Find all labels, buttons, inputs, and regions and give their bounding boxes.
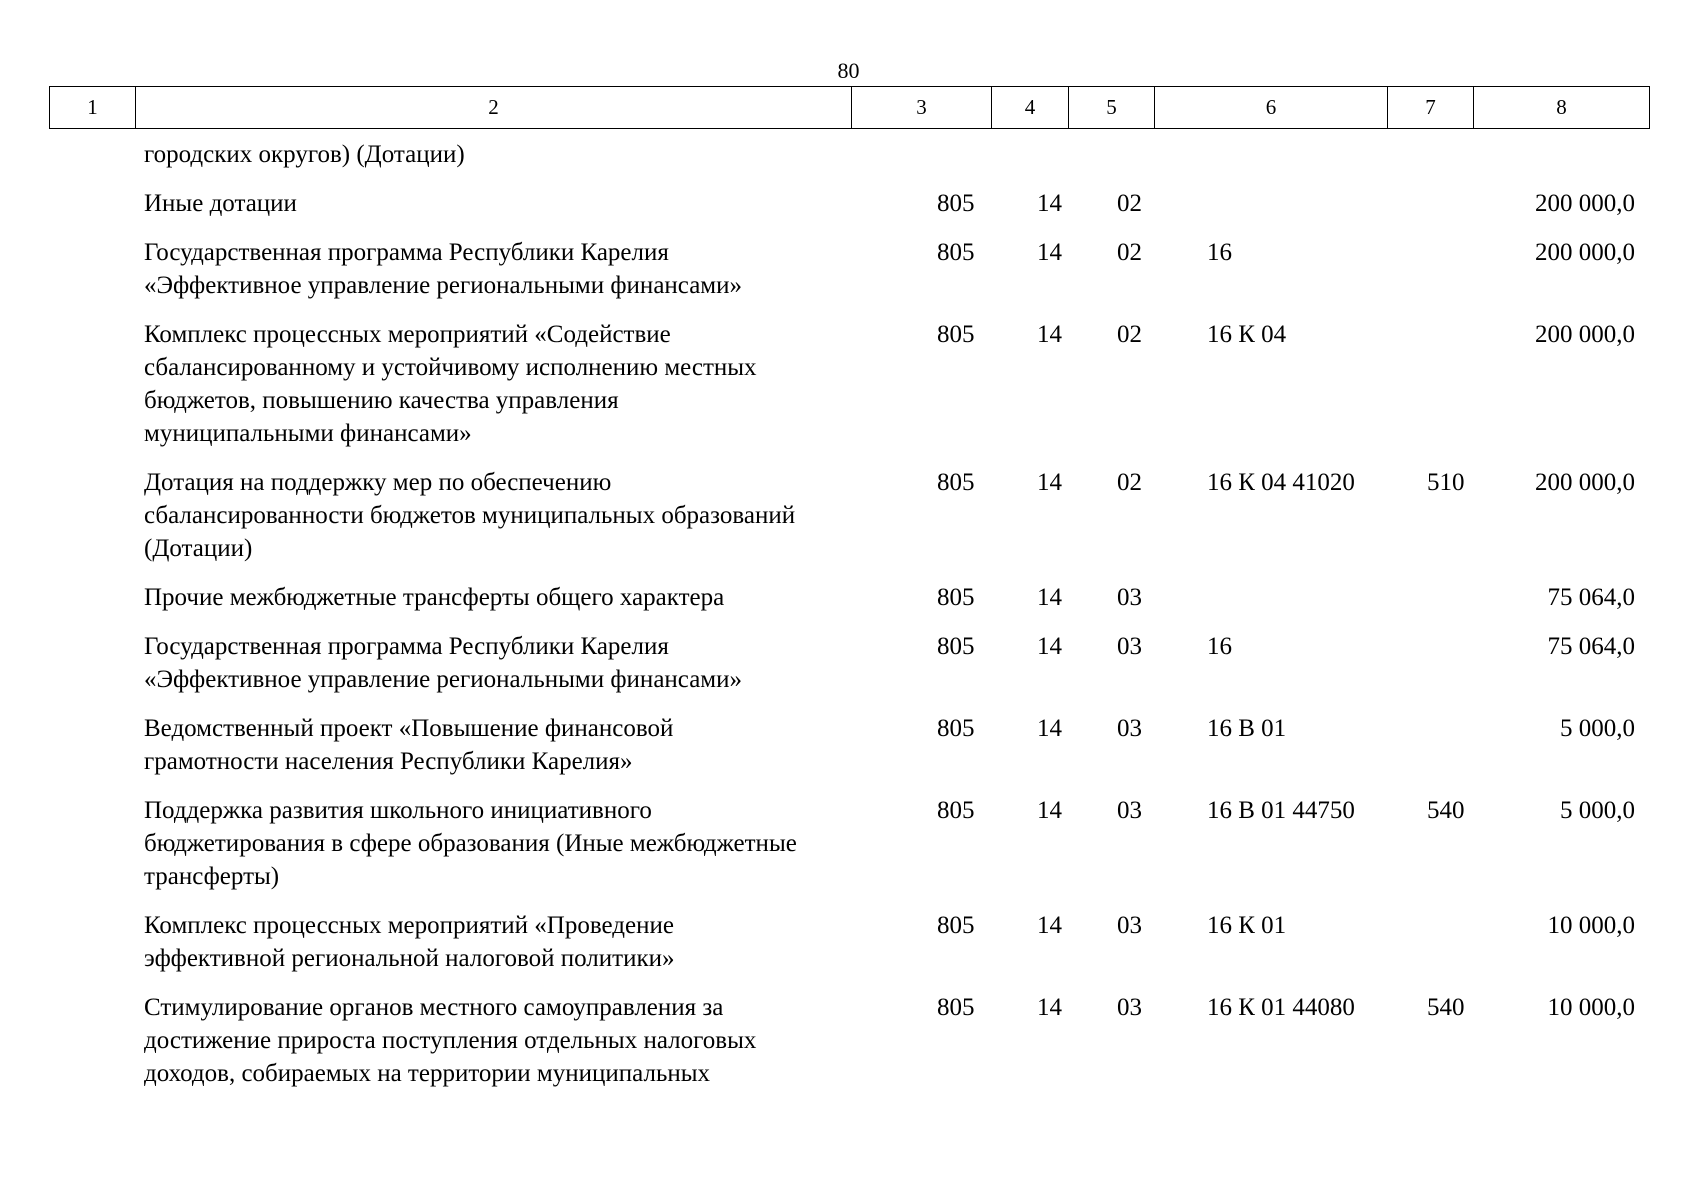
row-name: Ведомственный проект «Повышение финансовой грамотности населения Республики Карелия»	[144, 715, 674, 775]
row-code-3: 805	[937, 633, 975, 660]
row-code-6	[1157, 138, 1427, 171]
row-code-6: 16 В 01 44750	[1207, 797, 1355, 824]
table-row	[49, 187, 1643, 220]
table-row	[49, 794, 1643, 893]
row-name: Государственная программа Республики Карелия «Эффективное управление региональными финансами»	[144, 239, 742, 299]
table-row	[49, 909, 1643, 975]
row-code-7	[1427, 712, 1497, 778]
header-col-4: 4	[992, 87, 1069, 129]
table-row	[49, 712, 1643, 778]
row-amount	[1497, 138, 1643, 171]
row-code-4: 14	[1037, 715, 1062, 742]
row-code-3: 805	[937, 321, 975, 348]
row-code-7	[1427, 236, 1497, 302]
row-code-6: 16	[1207, 239, 1232, 266]
row-code-3: 805	[937, 469, 975, 496]
row-amount: 10 000,0	[1547, 994, 1635, 1021]
row-code-6	[1157, 187, 1427, 220]
row-code-6: 16 К 04	[1207, 321, 1287, 348]
row-name: Поддержка развития школьного инициативного бюджетирования в сфере образования (Иные межбюджетные трансферты)	[144, 797, 797, 890]
row-code-7: 510	[1427, 469, 1465, 496]
row-code-7: 540	[1427, 994, 1465, 1021]
page-number: 80	[837, 58, 860, 83]
row-amount: 200 000,0	[1535, 321, 1635, 348]
row-code-4: 14	[1037, 239, 1062, 266]
row-amount: 200 000,0	[1535, 239, 1635, 266]
row-code-5: 02	[1117, 469, 1142, 496]
row-code-5: 03	[1117, 797, 1142, 824]
row-amount: 200 000,0	[1535, 190, 1635, 217]
row-name: Прочие межбюджетные трансферты общего характера	[144, 584, 725, 611]
row-code-7	[1427, 581, 1497, 614]
row-code-5: 02	[1117, 190, 1142, 217]
row-amount: 75 064,0	[1547, 633, 1635, 660]
header-col-3: 3	[852, 87, 992, 129]
row-code-6: 16 К 04 41020	[1207, 469, 1355, 496]
row-code-3: 805	[937, 715, 975, 742]
header-col-2: 2	[136, 87, 852, 129]
budget-table-body	[49, 138, 1643, 1106]
row-code-3: 805	[937, 190, 975, 217]
row-name: Дотация на поддержку мер по обеспечению сбалансированности бюджетов муниципальных образований (Дотации)	[144, 469, 796, 562]
row-name: Государственная программа Республики Карелия «Эффективное управление региональными финансами»	[144, 633, 742, 693]
row-code-5: 02	[1117, 239, 1142, 266]
row-code-4: 14	[1037, 912, 1062, 939]
row-code-5: 03	[1117, 584, 1142, 611]
row-code-6: 16	[1207, 633, 1232, 660]
row-code-5: 03	[1117, 912, 1142, 939]
row-name: Комплекс процессных мероприятий «Содействие сбалансированному и устойчивому исполнению местных бюджетов, повышению качества управления муниципальными финансами»	[144, 321, 757, 447]
row-code-7	[1427, 318, 1497, 450]
row-code-7	[1427, 138, 1497, 171]
row-code-4: 14	[1037, 321, 1062, 348]
table-row	[49, 318, 1643, 450]
row-code-7	[1427, 909, 1497, 975]
table-row	[49, 236, 1643, 302]
row-code-5: 03	[1117, 715, 1142, 742]
row-code-4: 14	[1037, 633, 1062, 660]
row-code-3: 805	[937, 994, 975, 1021]
row-amount: 5 000,0	[1560, 797, 1635, 824]
row-code-7: 540	[1427, 797, 1465, 824]
row-amount: 200 000,0	[1535, 469, 1635, 496]
column-header-table	[49, 86, 1650, 129]
header-col-8: 8	[1474, 87, 1650, 129]
table-row	[49, 466, 1643, 565]
header-col-1: 1	[50, 87, 136, 129]
row-amount: 10 000,0	[1547, 912, 1635, 939]
row-code-4: 14	[1037, 994, 1062, 1021]
row-amount: 75 064,0	[1547, 584, 1635, 611]
row-code-4	[997, 138, 1087, 171]
row-name: Комплекс процессных мероприятий «Проведение эффективной региональной налоговой политики»	[144, 912, 675, 972]
table-row	[49, 581, 1643, 614]
row-code-3: 805	[937, 584, 975, 611]
table-row	[49, 138, 1643, 171]
row-code-5: 02	[1117, 321, 1142, 348]
row-code-7	[1427, 187, 1497, 220]
header-col-5: 5	[1069, 87, 1155, 129]
table-row	[49, 991, 1643, 1090]
row-name: Иные дотации	[144, 190, 297, 217]
header-col-6: 6	[1155, 87, 1388, 129]
row-code-6: 16 К 01 44080	[1207, 994, 1355, 1021]
row-code-6: 16 К 01	[1207, 912, 1287, 939]
row-code-5: 03	[1117, 994, 1142, 1021]
row-code-3: 805	[937, 239, 975, 266]
row-name: Стимулирование органов местного самоуправления за достижение прироста поступления отдельных налоговых доходов, собираемых на территории муниципальных	[144, 994, 757, 1087]
row-code-4: 14	[1037, 584, 1062, 611]
row-code-3	[804, 138, 997, 171]
row-code-3: 805	[937, 912, 975, 939]
header-row	[50, 87, 1650, 129]
row-code-4: 14	[1037, 190, 1062, 217]
header-col-7: 7	[1388, 87, 1474, 129]
row-amount: 5 000,0	[1560, 715, 1635, 742]
row-code-5: 03	[1117, 633, 1142, 660]
row-code-4: 14	[1037, 469, 1062, 496]
table-row	[49, 630, 1643, 696]
row-code-6: 16 В 01	[1207, 715, 1287, 742]
row-name: городских округов) (Дотации)	[144, 141, 465, 168]
row-code-6	[1157, 581, 1427, 614]
row-code-4: 14	[1037, 797, 1062, 824]
row-code-3: 805	[937, 797, 975, 824]
row-code-7	[1427, 630, 1497, 696]
row-code-5	[1087, 138, 1157, 171]
